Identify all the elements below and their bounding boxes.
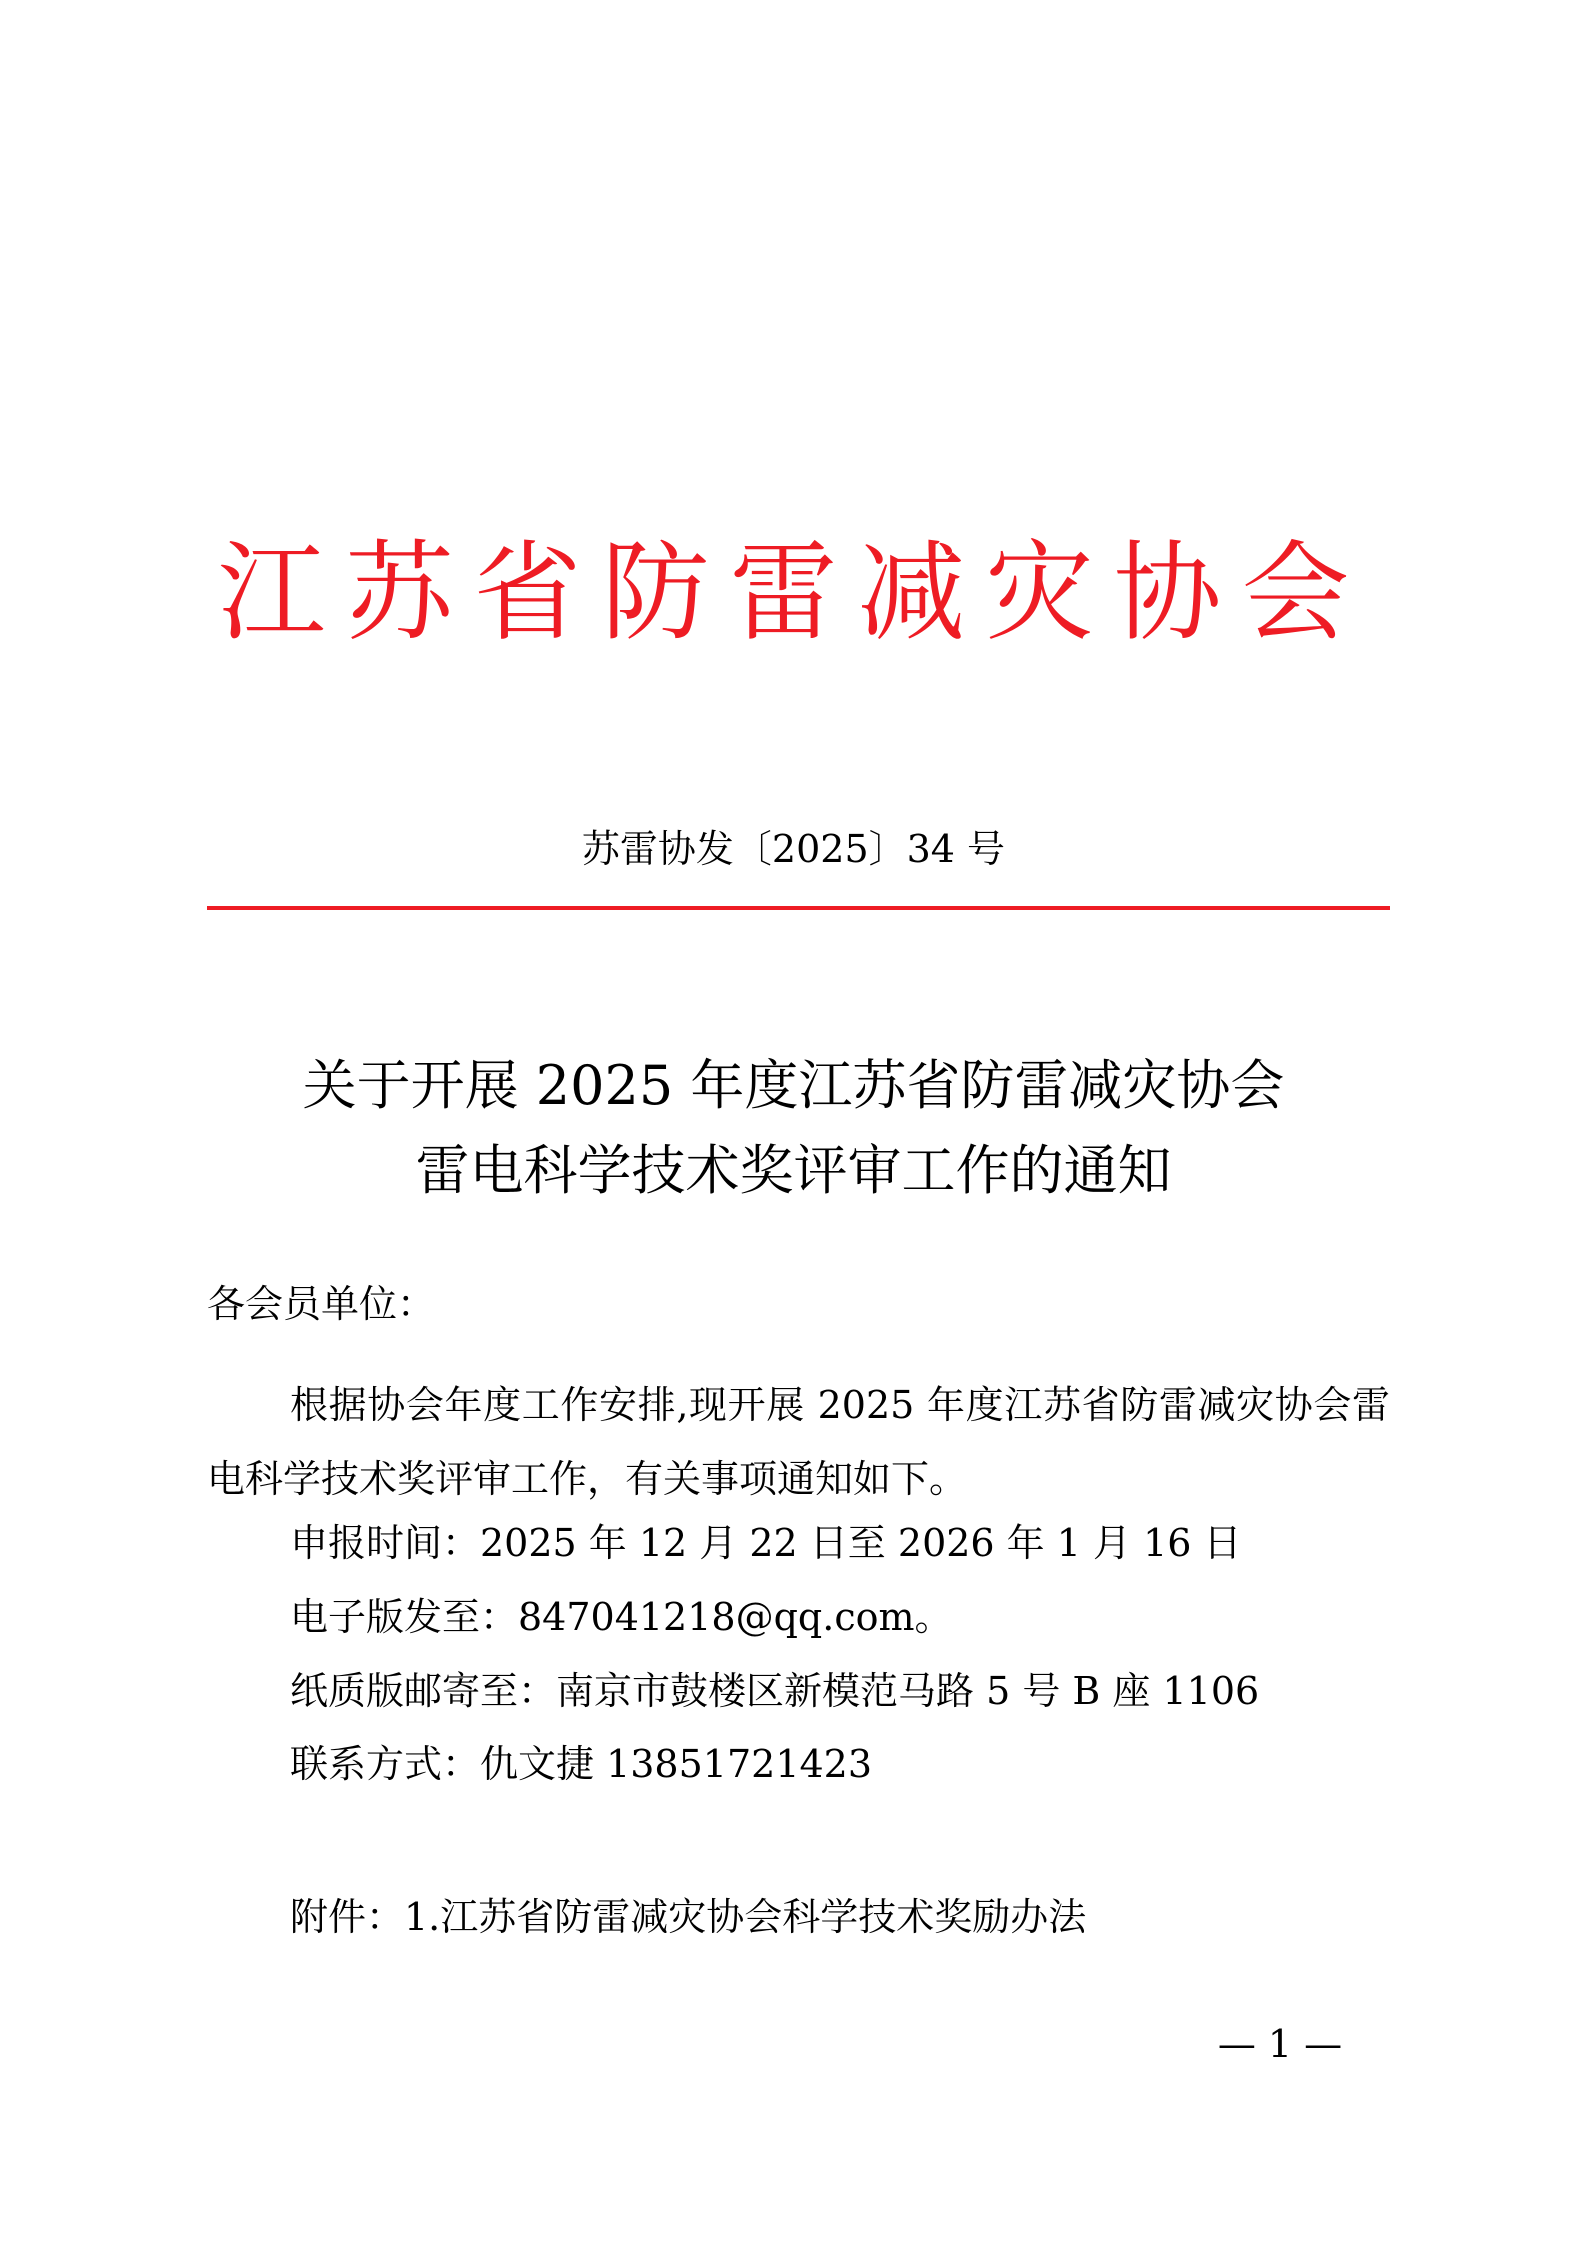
mail-address: 纸质版邮寄至：南京市鼓楼区新模范马路 5 号 B 座 1106 bbox=[290, 1669, 1260, 1713]
organization-header: 江苏省防雷减灾协会 bbox=[217, 531, 1370, 656]
notice-title-line-2: 雷电科学技术奖评审工作的通知 bbox=[415, 1139, 1172, 1202]
contact-info: 联系方式：仇文捷 13851721423 bbox=[290, 1742, 873, 1786]
page-number: — 1 — bbox=[1217, 2022, 1343, 2066]
intro-paragraph: 根据协会年度工作安排,现开展 2025 年度江苏省防雷减灾协会雷电科学技术奖评审工作，有关事项通知如下。 bbox=[207, 1383, 1390, 1501]
application-time: 申报时间：2025 年 12 月 22 日至 2026 年 1 月 16 日 bbox=[290, 1521, 1242, 1565]
document-number: 苏雷协发〔2025〕34 号 bbox=[581, 827, 1006, 871]
email-submission: 电子版发至：847041218@qq.com。 bbox=[290, 1595, 953, 1639]
notice-title bbox=[0, 1043, 1587, 1213]
header-red-rule bbox=[207, 906, 1390, 910]
notice-title-line-1: 关于开展 2025 年度江苏省防雷减灾协会 bbox=[302, 1054, 1285, 1117]
attachment-item: 附件：1.江苏省防雷减灾协会科学技术奖励办法 bbox=[290, 1895, 1087, 1939]
salutation: 各会员单位： bbox=[207, 1282, 436, 1326]
